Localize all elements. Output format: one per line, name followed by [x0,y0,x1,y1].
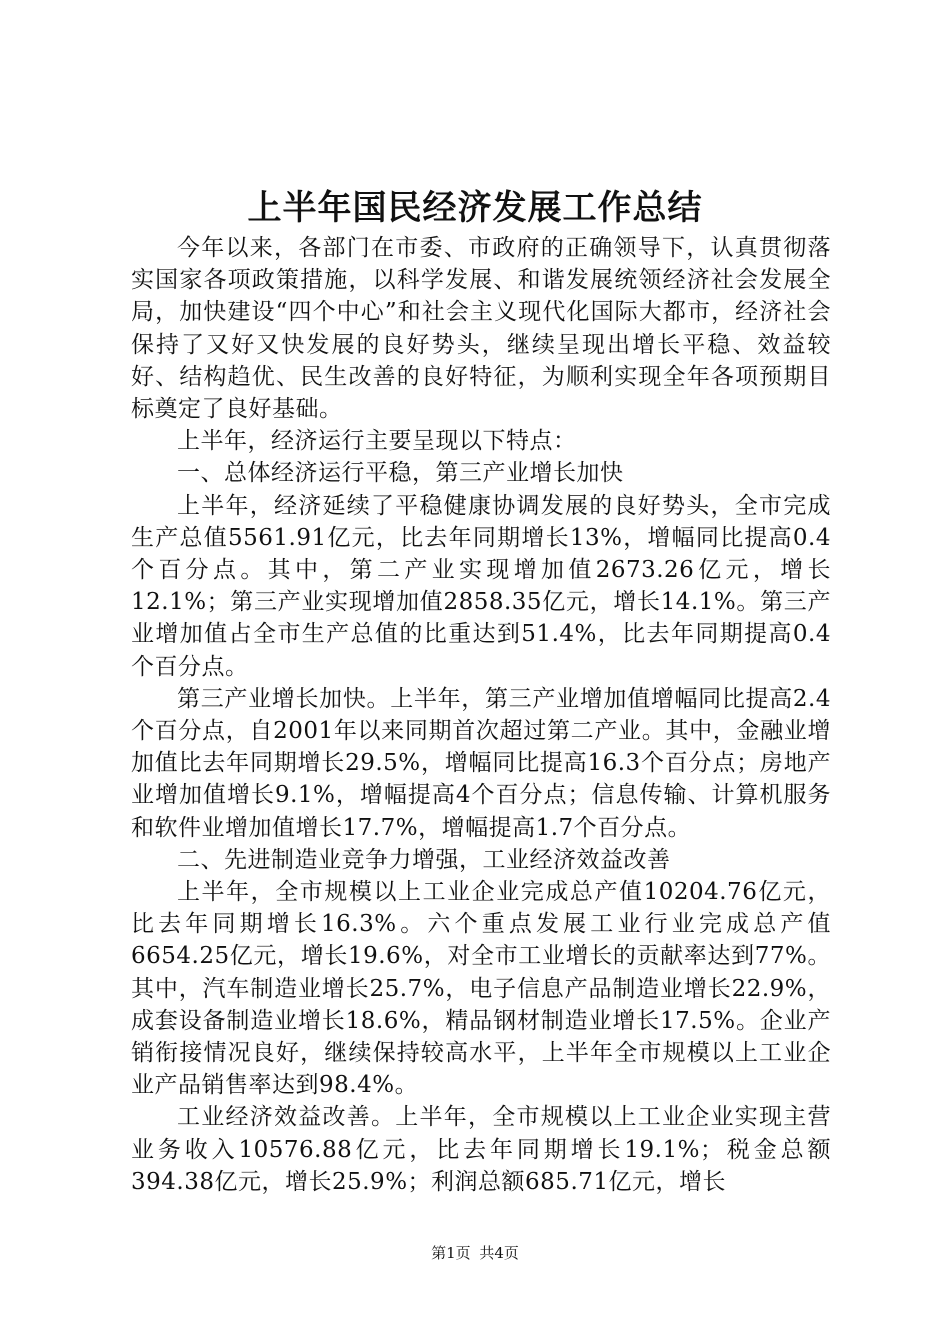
section-heading-1: 一、总体经济运行平稳，第三产业增长加快 [177,460,624,487]
summary-lead-paragraph: 上半年，经济运行主要呈现以下特点： [177,428,577,455]
page-total: 共4页 [479,1244,519,1262]
body-paragraph: 第三产业增长加快。上半年，第三产业增加值增幅同比提高2.4个百分点，自2001年以来同期首次超过第二产业。其中，金融业增加值比去年同期增长29.5%，增幅同比提高16.3个百分点；房地产业增加值增长9.1%，增幅提高4个百分点；信息传输、计算机服务和软件业增加值增长17.7%，增幅提高1.7个百分点。 [131,685,831,841]
page-number: 第1页 [431,1244,471,1262]
page-footer [0,1242,950,1264]
body-paragraph: 上半年，经济延续了平稳健康协调发展的良好势头，全市完成生产总值5561.91亿元，比去年同期增长13%，增幅同比提高0.4个百分点。其中，第二产业实现增加值2673.26亿元，增长12.1%；第三产业实现增加值2858.35亿元，增长14.1%。第三产业增加值占全市生产总值的比重达到51.4%，比去年同期提高0.4个百分点。 [131,492,831,680]
body-paragraph: 工业经济效益改善。上半年，全市规模以上工业企业实现主营业务收入10576.88亿元，比去年同期增长19.1%；税金总额394.38亿元，增长25.9%；利润总额685.71亿元，增长 [131,1104,831,1195]
document-body [131,232,831,1198]
document-title: 上半年国民经济发展工作总结 [247,188,703,228]
body-paragraph: 上半年，全市规模以上工业企业完成总产值10204.76亿元，比去年同期增长16.3%。六个重点发展工业行业完成总产值6654.25亿元，增长19.6%，对全市工业增长的贡献率达到77%。其中，汽车制造业增长25.7%，电子信息产品制造业增长22.9%，成套设备制造业增长18.6%，精品钢材制造业增长17.5%。企业产销衔接情况良好，继续保持较高水平，上半年全市规模以上工业企业产品销售率达到98.4%。 [131,879,831,1099]
section-heading-2: 二、先进制造业竞争力增强，工业经济效益改善 [177,846,671,873]
intro-paragraph: 今年以来，各部门在市委、市政府的正确领导下，认真贯彻落实国家各项政策措施，以科学发展、和谐发展统领经济社会发展全局，加快建设“四个中心”和社会主义现代化国际大都市，经济社会保持了又好又快发展的良好势头，继续呈现出增长平稳、效益较好、结构趋优、民生改善的良好特征，为顺利实现全年各项预期目标奠定了良好基础。 [131,235,831,423]
